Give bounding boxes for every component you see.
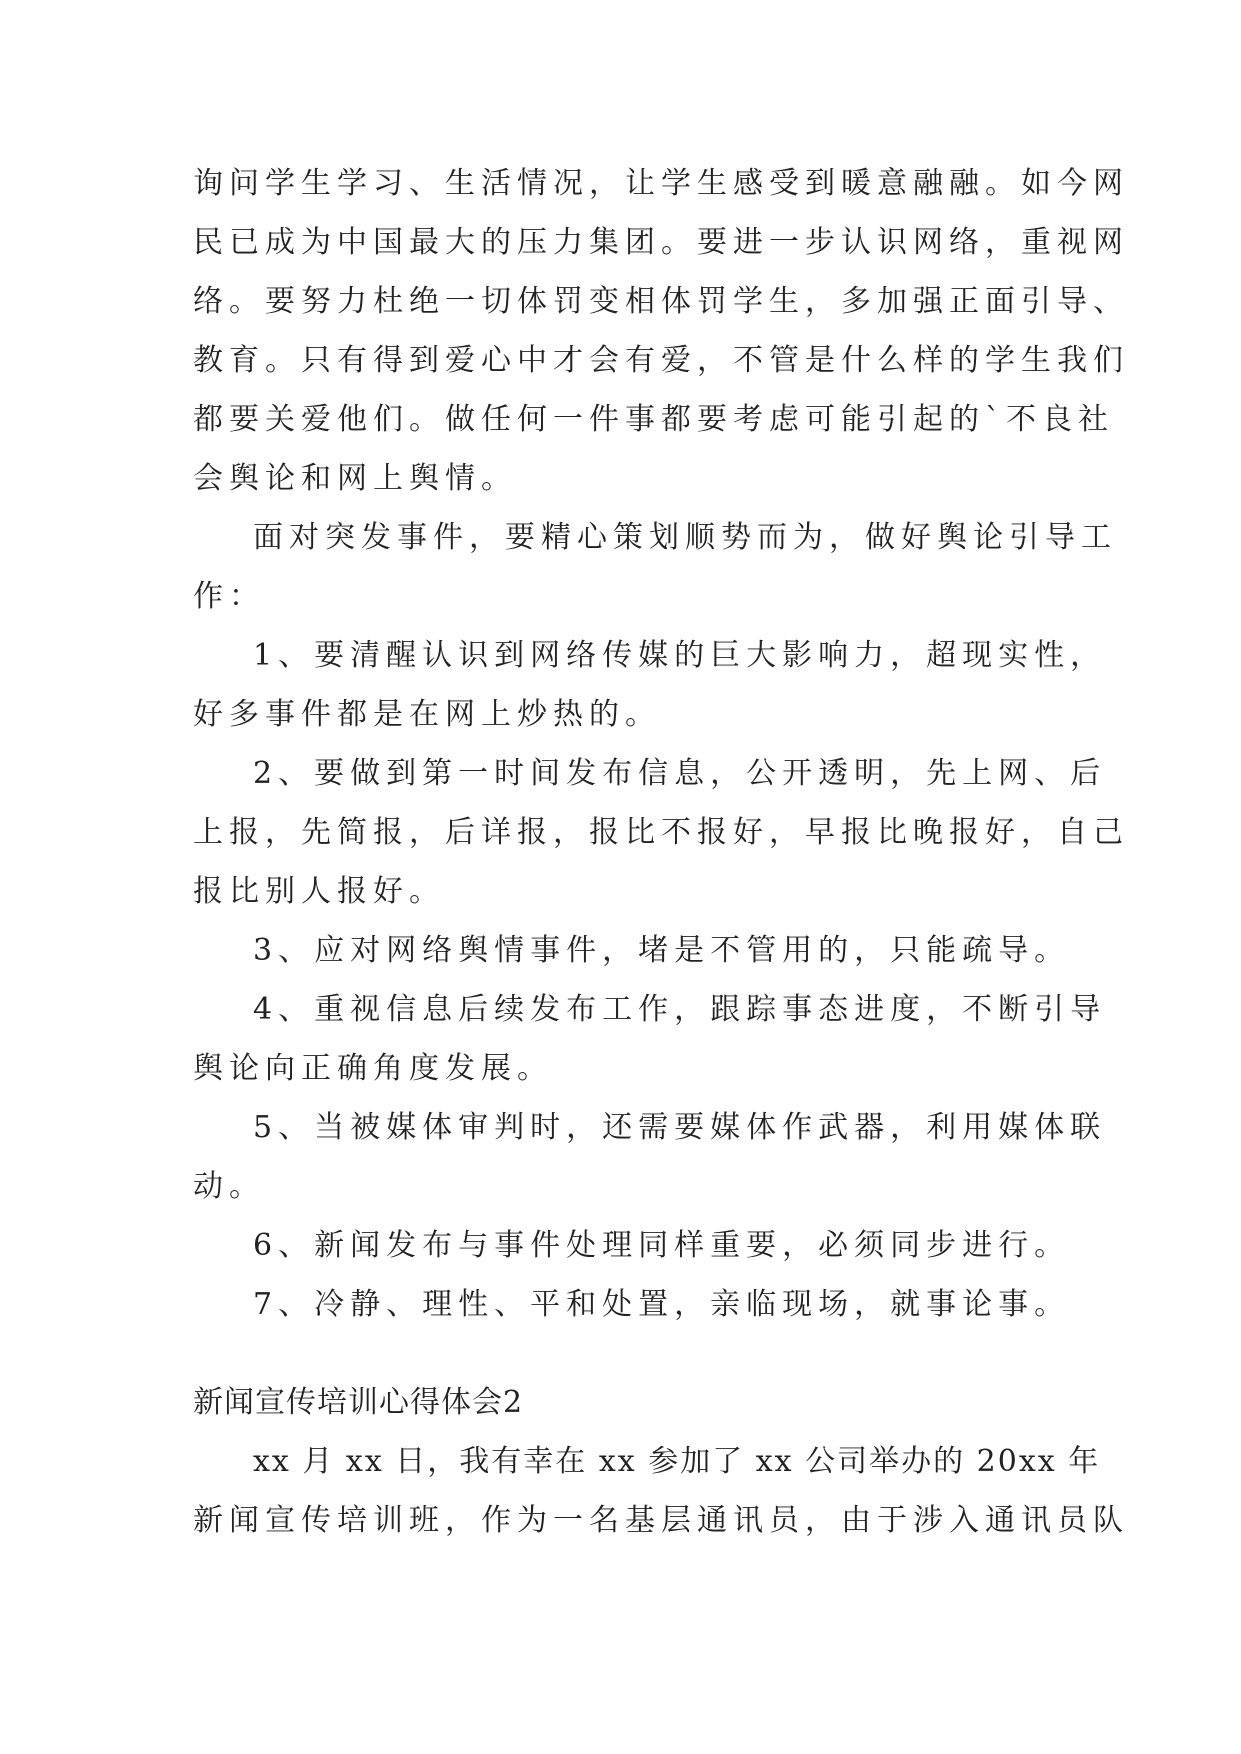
list-item-4-line-2: 舆论向正确角度发展。 (193, 1051, 553, 1086)
list-item-5-line-1: 5、当被媒体审判时，还需要媒体作武器，利用媒体联 (253, 1110, 1107, 1145)
list-item-4-line-1: 4、重视信息后续发布工作，跟踪事态进度，不断引导 (253, 992, 1107, 1027)
list-item-2-line-2: 上报，先简报，后详报，报比不报好，早报比晚报好，自己 (193, 815, 1129, 850)
paragraph-line-5: 都要关爱他们。做任何一件事都要考虑可能引起的`不良社 (193, 402, 1114, 437)
list-item-6: 6、新闻发布与事件处理同样重要，必须同步进行。 (253, 1228, 1071, 1263)
list-item-2-line-1: 2、要做到第一时间发布信息，公开透明，先上网、后 (253, 756, 1107, 791)
section-2-line-2: 新闻宣传培训班，作为一名基层通讯员，由于涉入通讯员队 (193, 1503, 1129, 1538)
paragraph-line-4: 教育。只有得到爱心中才会有爱，不管是什么样的学生我们 (193, 343, 1129, 378)
list-item-1-line-1: 1、要清醒认识到网络传媒的巨大影响力，超现实性， (253, 638, 1107, 673)
list-item-2-line-3: 报比别人报好。 (193, 874, 445, 909)
list-item-7: 7、冷静、理性、平和处置，亲临现场，就事论事。 (253, 1287, 1071, 1322)
paragraph-line-2: 民已成为中国最大的压力集团。要进一步认识网络，重视网 (193, 225, 1129, 260)
section-2-line-1: xx 月 xx 日，我有幸在 xx 参加了 xx 公司举办的 20xx 年 (253, 1444, 1101, 1479)
list-item-5-line-2: 动。 (193, 1169, 265, 1204)
section-title: 新闻宣传培训心得体会2 (193, 1385, 524, 1420)
list-item-3: 3、应对网络舆情事件，堵是不管用的，只能疏导。 (253, 933, 1071, 968)
list-item-1-line-2: 好多事件都是在网上炒热的。 (193, 697, 661, 732)
paragraph-line-8: 作： (193, 579, 265, 614)
paragraph-line-6: 会舆论和网上舆情。 (193, 461, 517, 496)
paragraph-line-3: 络。要努力杜绝一切体罚变相体罚学生，多加强正面引导、 (193, 284, 1129, 319)
paragraph-line-7: 面对突发事件，要精心策划顺势而为，做好舆论引导工 (253, 520, 1117, 555)
paragraph-line-1: 询问学生学习、生活情况，让学生感受到暖意融融。如今网 (193, 166, 1129, 201)
